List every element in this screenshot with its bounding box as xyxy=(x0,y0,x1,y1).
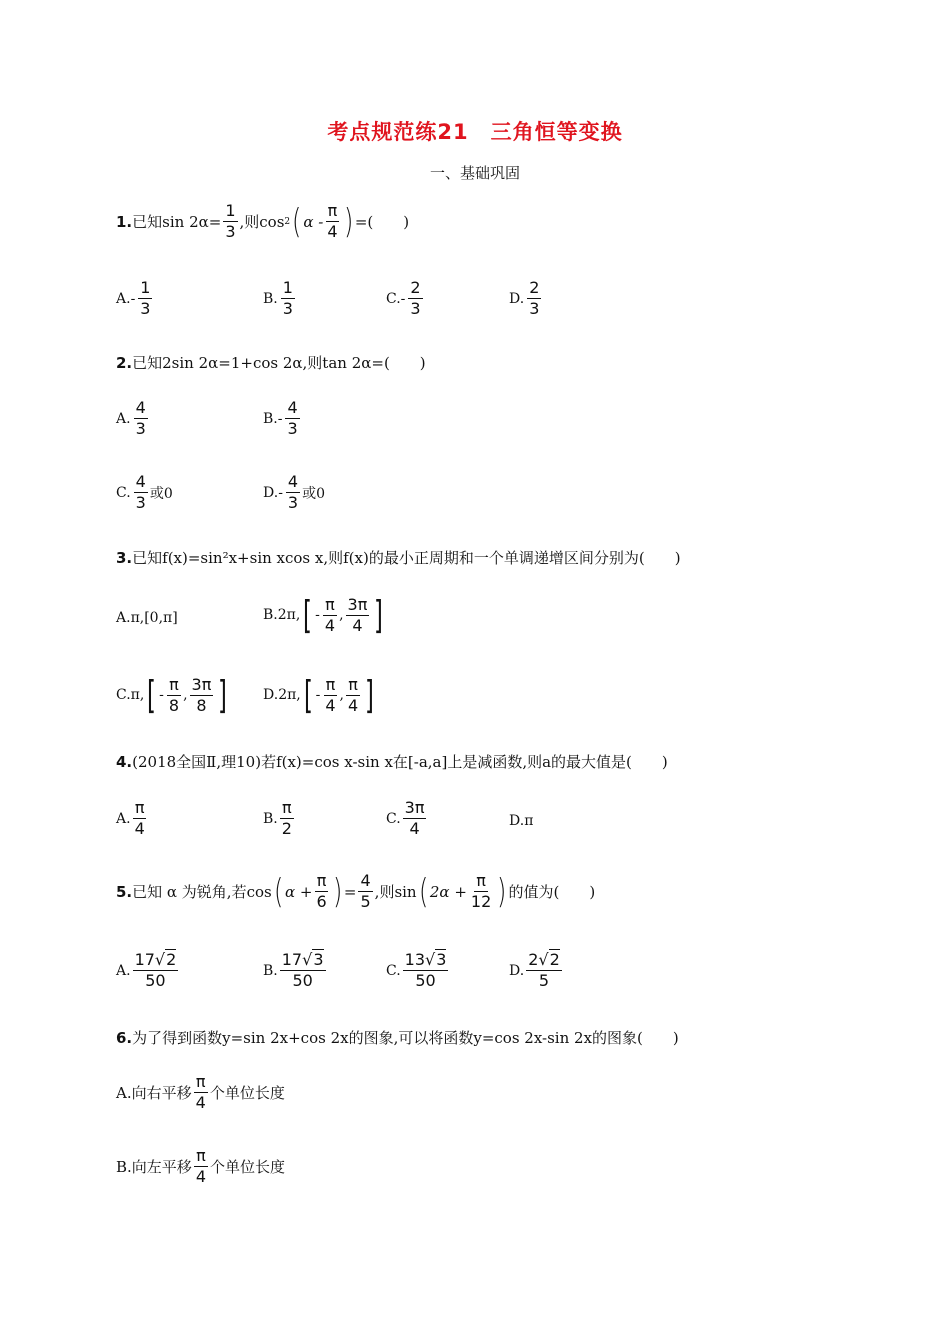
superscript: 2 xyxy=(284,216,291,227)
expression: α - xyxy=(303,212,324,231)
left-bracket: [ xyxy=(303,593,313,637)
option-b[interactable]: B. 向左平移 $\frac{\pi}{4}$ 个单位长度 xyxy=(116,1146,286,1186)
question-5: 5. 已知 α 为锐角,若cos ( α + $\frac{\pi}{6}$ ) = $\frac{4}{5}$ ,则sin ( 2α + $\frac{\pi}{12}$ ) 的值为( ) xyxy=(116,871,596,912)
fraction: $\frac{\pi}{4}$ xyxy=(195,1146,206,1186)
fraction: $\frac{4}{5}$ xyxy=(360,871,371,911)
question-2 xyxy=(116,352,426,373)
right-bracket: ] xyxy=(374,593,384,637)
fraction: $\frac{4}{3}$ xyxy=(135,398,146,438)
fraction: $\frac{\pi}{8}$ xyxy=(168,674,180,715)
question-stem: =( ) xyxy=(354,213,410,231)
fraction: $\frac{2}{3}$ xyxy=(410,278,421,318)
section-heading: 一、基础巩固 xyxy=(429,164,520,182)
fraction: $\frac{3\pi}{4}$ xyxy=(347,594,368,635)
question-stem: 已知f(x)=sin²x+sin xcos x,则f(x)的最小正周期和一个单调递增区间分别为( ) xyxy=(132,549,681,567)
option-a[interactable]: A. π,[0,π] xyxy=(116,610,178,626)
fraction: $\frac{4}{3}$ xyxy=(135,472,146,512)
question-number: 2. xyxy=(116,353,133,372)
option-c[interactable]: C. π, [ - $\frac{\pi}{8}$ , $\frac{3\pi}{8}$ ] xyxy=(116,673,228,717)
fraction: $\frac{\pi}{4}$ xyxy=(134,798,145,838)
fraction: $\frac{\pi}{2}$ xyxy=(281,798,292,838)
question-stem: 已知sin 2α= xyxy=(132,213,222,231)
left-paren: ( xyxy=(418,871,428,912)
question-number: 1. xyxy=(116,212,133,231)
option-d[interactable]: D. - $\frac{4}{3}$ 或0 xyxy=(263,472,326,512)
fraction: $\frac{17√3}{50}$ xyxy=(281,950,324,990)
question-stem: 已知 α 为锐角,若cos xyxy=(132,883,272,901)
left-paren: ( xyxy=(292,201,302,242)
fraction: $\frac{1}{3}$ xyxy=(140,278,151,318)
option-b[interactable]: B. 2π, [ - $\frac{\pi}{4}$ , $\frac{3\pi}{4}$ ] xyxy=(263,593,384,637)
question-stem: (2018全国Ⅱ,理10)若f(x)=cos x-sin x在[-a,a]上是减函数,则a的最大值是( ) xyxy=(132,753,668,771)
question-number: 3. xyxy=(116,548,133,567)
fraction: $\frac{1}{3}$ xyxy=(225,201,236,241)
option-c[interactable]: C. $\frac{3\pi}{4}$ xyxy=(386,798,425,838)
option-a[interactable]: A. $\frac{\pi}{4}$ xyxy=(116,798,145,838)
fraction: $\frac{4}{3}$ xyxy=(287,472,299,512)
fraction: $\frac{\pi}{4}$ xyxy=(325,674,336,715)
question-4 xyxy=(116,751,668,772)
option-a[interactable]: A. 向右平移 $\frac{\pi}{4}$ 个单位长度 xyxy=(116,1072,285,1112)
question-stem: ,则cos xyxy=(239,213,285,231)
question-3 xyxy=(116,547,681,568)
option-c[interactable]: C. $\frac{4}{3}$ 或0 xyxy=(116,472,173,512)
question-6 xyxy=(116,1027,679,1048)
fraction: $\frac{2√2}{5}$ xyxy=(528,950,560,990)
fraction: $\frac{13√3}{50}$ xyxy=(404,950,447,990)
question-stem: 为了得到函数y=sin 2x+cos 2x的图象,可以将函数y=cos 2x-sin 2x的图象( ) xyxy=(132,1029,679,1047)
option-a[interactable]: A. $\frac{17√2}{50}$ xyxy=(116,950,177,990)
fraction: $\frac{\pi}{6}$ xyxy=(316,871,327,911)
fraction: $\frac{4}{3}$ xyxy=(287,398,298,438)
left-paren: ( xyxy=(273,871,283,912)
question-number: 6. xyxy=(116,1028,133,1047)
option-b[interactable]: B. - $\frac{4}{3}$ xyxy=(263,398,298,438)
page-title: 考点规范练21 三角恒等变换 xyxy=(327,120,623,144)
option-d[interactable]: D. π xyxy=(509,813,534,829)
fraction: $\frac{2}{3}$ xyxy=(529,278,540,318)
option-c[interactable]: C. - $\frac{2}{3}$ xyxy=(386,278,421,318)
right-paren: ) xyxy=(332,871,342,912)
question-stem: ,则sin xyxy=(374,883,417,901)
fraction: $\frac{\pi}{4}$ xyxy=(327,201,338,241)
left-bracket: [ xyxy=(147,673,157,717)
fraction: $\frac{\pi}{4}$ xyxy=(324,594,336,635)
option-d[interactable]: D. 2π, [ - $\frac{\pi}{4}$ , $\frac{\pi}{4}$ ] xyxy=(263,673,375,717)
right-bracket: ] xyxy=(365,673,375,717)
option-d[interactable]: D. $\frac{2}{3}$ xyxy=(509,278,540,318)
fraction: $\frac{3\pi}{4}$ xyxy=(404,798,425,838)
option-b[interactable]: B. $\frac{\pi}{2}$ xyxy=(263,798,292,838)
option-d[interactable]: D. $\frac{2√2}{5}$ xyxy=(509,950,560,990)
fraction: $\frac{\pi}{4}$ xyxy=(195,1072,206,1112)
fraction: $\frac{\pi}{4}$ xyxy=(347,674,359,715)
fraction: $\frac{1}{3}$ xyxy=(282,278,293,318)
question-number: 5. xyxy=(116,882,133,901)
option-b[interactable]: B. $\frac{17√3}{50}$ xyxy=(263,950,324,990)
question-1 xyxy=(116,203,409,240)
left-bracket: [ xyxy=(303,673,313,717)
fraction: $\frac{17√2}{50}$ xyxy=(134,950,177,990)
question-stem: 已知2sin 2α=1+cos 2α,则tan 2α=( ) xyxy=(132,354,426,372)
right-paren: ) xyxy=(497,871,507,912)
option-a[interactable]: A. $\frac{4}{3}$ xyxy=(116,398,146,438)
option-b[interactable]: B. $\frac{1}{3}$ xyxy=(263,278,293,318)
question-number: 4. xyxy=(116,752,133,771)
fraction: $\frac{\pi}{12}$ xyxy=(470,871,492,911)
question-stem: 的值为( ) xyxy=(508,883,596,901)
right-bracket: ] xyxy=(218,673,228,717)
option-a[interactable]: A. - $\frac{1}{3}$ xyxy=(116,278,151,318)
fraction: $\frac{3\pi}{8}$ xyxy=(191,674,212,715)
option-c[interactable]: C. $\frac{13√3}{50}$ xyxy=(386,950,447,990)
right-paren: ) xyxy=(343,201,353,242)
